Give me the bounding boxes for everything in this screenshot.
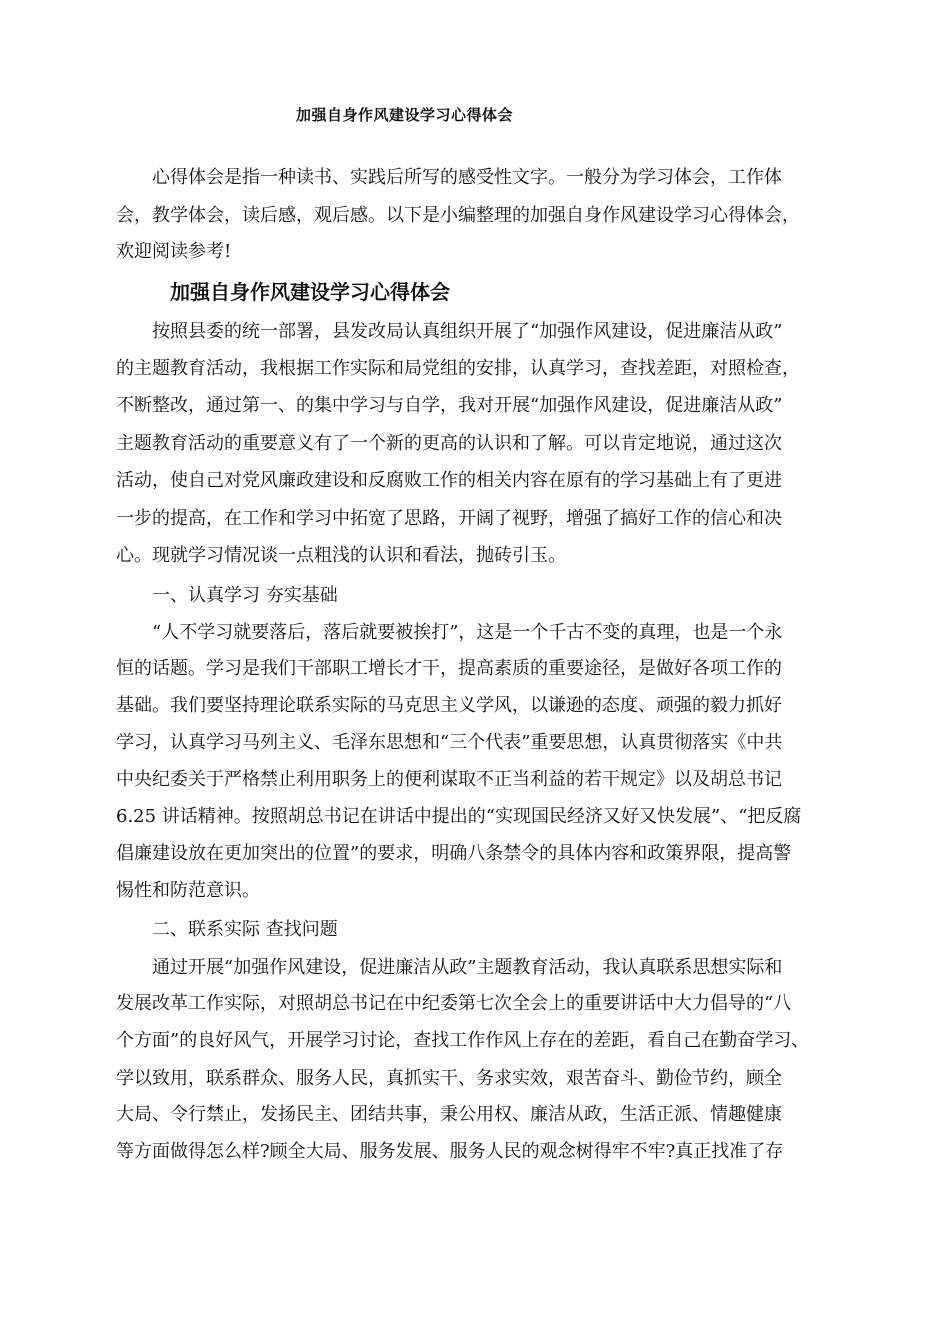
section-heading: 二、联系实际 查找问题: [152, 919, 338, 940]
paragraph-line: 倡廉建设放在更加突出的位置”的要求，明确八条禁令的具体内容和政策界限，提高警: [116, 843, 792, 864]
paragraph-line: 恒的话题。学习是我们干部职工增长才干，提高素质的重要途径，是做好各项工作的: [116, 658, 782, 679]
paragraph-line: 的主题教育活动，我根据工作实际和局党组的安排，认真学习，查找差距，对照检查，: [116, 358, 800, 379]
paragraph-line: 发展改革工作实际，对照胡总书记在中纪委第七次全会上的重要讲话中大力倡导的“八: [116, 993, 792, 1014]
paragraph-line: 基础。我们要坚持理论联系实际的马克思主义学风，以谦逊的态度、顽强的毅力抓好: [116, 695, 782, 716]
paragraph-line: 学以致用，联系群众、服务人民，真抓实干、务求实效，艰苦奋斗、勤俭节约，顾全: [116, 1068, 782, 1089]
paragraph-line: 主题教育活动的重要意义有了一个新的更高的认识和了解。可以肯定地说，通过这次: [116, 433, 782, 454]
paragraph-line: 不断整改，通过第一、的集中学习与自学，我对开展“加强作风建设，促进廉洁从政”: [116, 395, 783, 416]
intro-line: 会，教学体会，读后感，观后感。以下是小编整理的加强自身作风建设学习心得体会，: [116, 205, 800, 226]
paragraph-line: 大局、令行禁止，发扬民主、团结共事，秉公用权、廉洁从政，生活正派、情趣健康: [116, 1104, 782, 1125]
paragraph-line: 等方面做得怎么样?顾全大局、服务发展、服务人民的观念树得牢不牢?真正找准了存: [116, 1141, 784, 1162]
paragraph-line: 通过开展“加强作风建设，促进廉洁从政”主题教育活动，我认真联系思想实际和: [152, 957, 783, 978]
paragraph-line: 按照县委的统一部署，县发改局认真组织开展了“加强作风建设，促进廉洁从政”: [152, 321, 783, 342]
section-heading: 一、认真学习 夯实基础: [152, 585, 338, 606]
article-title: 加强自身作风建设学习心得体会: [170, 280, 450, 304]
page-title: 加强自身作风建设学习心得体会: [296, 106, 514, 124]
paragraph-line: 6.25 讲话精神。按照胡总书记在讲话中提出的“实现国民经济又好又快发展”、“把反腐: [116, 806, 802, 827]
paragraph-line: 个方面”的良好风气，开展学习讨论，查找工作作风上存在的差距，看自己在勤奋学习、: [116, 1030, 810, 1051]
paragraph-line: 一步的提高，在工作和学习中拓宽了思路，开阔了视野，增强了搞好工作的信心和决: [116, 508, 782, 529]
paragraph-line: 学习，认真学习马列主义、毛泽东思想和“三个代表”重要思想，认真贯彻落实《中共: [116, 732, 783, 753]
paragraph-line: 惕性和防范意识。: [116, 880, 260, 901]
intro-line: 欢迎阅读参考!: [116, 241, 232, 262]
intro-line: 心得体会是指一种读书、实践后所写的感受性文字。一般分为学习体会，工作体: [152, 167, 782, 188]
paragraph-line: 中央纪委关于严格禁止利用职务上的便利谋取不正当利益的若干规定》以及胡总书记: [116, 769, 782, 790]
paragraph-line: 心。现就学习情况谈一点粗浅的认识和看法，抛砖引玉。: [116, 545, 566, 566]
paragraph-line: 活动，使自己对党风廉政建设和反腐败工作的相关内容在原有的学习基础上有了更进: [116, 470, 782, 491]
paragraph-line: “人不学习就要落后，落后就要被挨打”，这是一个千古不变的真理，也是一个永: [152, 622, 783, 643]
